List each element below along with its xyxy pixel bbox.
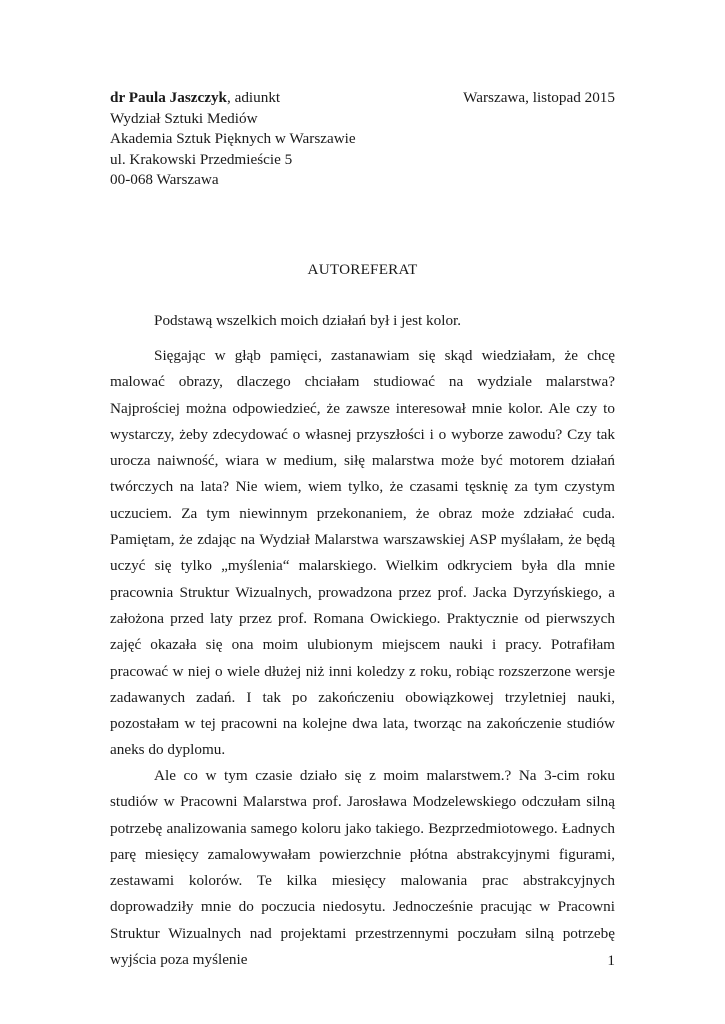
author-role: , adiunkt [227, 89, 281, 106]
paragraph-second: Ale co w tym czasie działo się z moim malarstwem.? Na 3-cim roku studiów w Pracowni Malarstwa prof. Jarosława Modzelewskiego odczułam silną potrzebę analizowania samego koloru jako takiego. Bezprzedmiotowego. Ładnych parę miesięcy zamalowywałam powierzchnie płótna abstrakcyjnymi figurami, zestawami kolorów. Te kilka miesięcy malowania prac abstrakcyjnych doprowadziły mnie do poczucia niedosytu. Jednocześnie pracując w Pracowni Struktur Wizualnych nad projektami przestrzennymi poczułam silną potrzebę wyjścia poza myślenie [110, 767, 615, 969]
paragraph-first: Sięgając w głąb pamięci, zastanawiam się skąd wiedziałam, że chcę malować obrazy, dlaczego chciałam studiować na wydziale malarstwa? Najprościej można odpowiedzieć, że zawsze interesował mnie kolor. Ale czy to wystarczy, żeby zdecydować o własnej przyszłości i o wyborze zawodu? Czy tak urocza naiwność, wiara w medium, siłę malarstwa może być motorem działań twórczych na lata? Nie wiem, wiem tylko, że czasami tęsknię za tym czystym uczuciem. Za tym niewinnym przekonaniem, że obraz może zdziałać cuda. Pamiętam, że zdając na Wydział Malarstwa warszawskiej ASP myślałam, że będą uczyć się tylko „myślenia“ malarskiego. Wielkim odkryciem była dla mnie pracownia Struktur Wizualnych, prowadzona przez prof. Jacka Dyrzyńskiego, a założona przed laty przez prof. Romana Owickiego. Praktycznie od pierwszych zajęć okazała się ona moim ulubionym miejscem nauki i pracy. Potrafiłam pracować w niej o wiele dłużej niż inni koledzy z roku, robiąc rozszerzone wersje zadawanych zadań. I tak po zakończeniu obowiązkowej trzyletniej nauki, pozostałam w tej pracowni na kolejne dwa lata, tworząc na zakończenie studiów aneks do dyplomu. [110, 347, 615, 759]
document-title: AUTOREFERAT [307, 261, 418, 278]
place-date: Warszawa, listopad 2015 [463, 89, 615, 106]
department: Wydział Sztuki Mediów [110, 109, 258, 127]
academy: Akademia Sztuk Pięknych w Warszawie [110, 130, 356, 148]
page-number: 1 [607, 952, 615, 969]
street-address: ul. Krakowski Przedmieście 5 [110, 150, 293, 168]
paragraph-intro: Podstawą wszelkich moich działań był i jest kolor. [154, 312, 462, 329]
letter-header [110, 88, 615, 191]
author-name: dr Paula Jaszczyk [110, 89, 227, 106]
postal-city: 00-068 Warszawa [110, 171, 219, 189]
